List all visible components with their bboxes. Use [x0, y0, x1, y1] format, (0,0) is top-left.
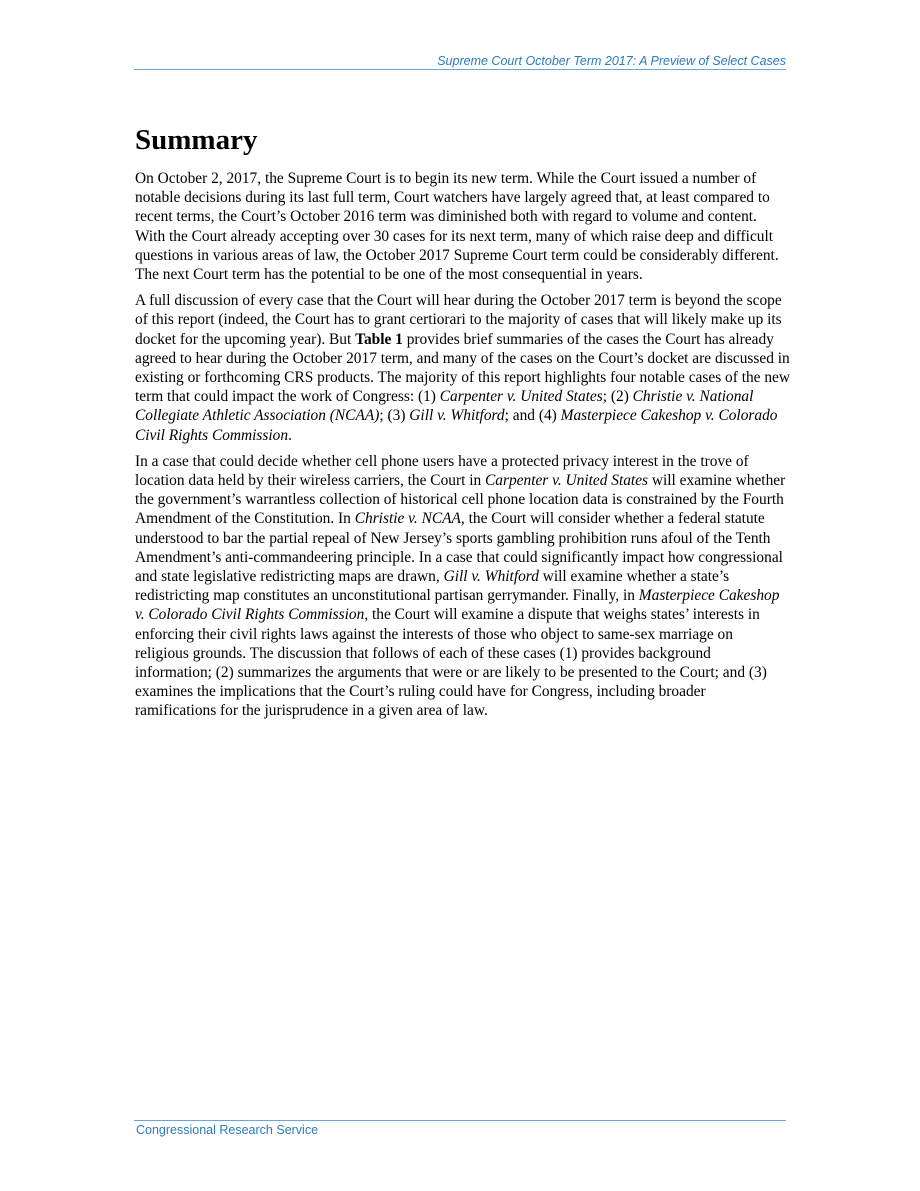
footer-divider	[134, 1120, 786, 1121]
text-run: ; (2)	[602, 388, 633, 406]
case-name: Carpenter v. United States	[485, 472, 649, 490]
case-name: Christie v. National Collegiate Athletic Association (NCAA)	[135, 388, 754, 425]
case-name: Christie v. NCAA,	[354, 510, 465, 528]
text-run: ; and (4)	[504, 407, 561, 425]
summary-paragraph-1	[135, 169, 790, 284]
case-name: Gill v. Whitford	[443, 568, 539, 586]
text-run: will examine whether the government’s warrantless collection of historical cell phone location data is constrained by the Fourth Amendment of the Constitution. In	[135, 472, 786, 528]
text-run: the Court will consider whether a federal statute understood to bar the partial repeal of New Jersey’s sports gambling prohibition runs afoul of the Tenth Amendment’s anti-commandeering principle. In a case that could significantly impact how congressional and state legislative redistricting maps are drawn,	[135, 510, 783, 586]
running-header-title: Supreme Court October Term 2017: A Preview of Select Cases	[437, 54, 786, 68]
summary-paragraph-3	[135, 452, 790, 721]
text-run: .	[288, 426, 292, 444]
case-name: Carpenter v. United States	[439, 388, 603, 406]
text-run: , the Court will examine a dispute that weighs states’ interests in enforcing their civil rights laws against the interests of those who object to same-sex marriage on religious grounds. The discussion that follows of each of these cases (1) provides background information; (2) summarizes the arguments that were or are likely to be presented to the Court; and (3) examines the implications that the Court’s ruling could have for Congress, including broader ramifications for the jurisprudence in a given area of law.	[135, 606, 767, 720]
summary-paragraph-2	[135, 291, 790, 445]
text-run: In a case that could decide whether cell phone users have a protected privacy interest in the trove of location data held by their wireless carriers, the Court in	[135, 452, 749, 490]
page-footer	[136, 1123, 318, 1137]
text-run: ; (3)	[379, 407, 410, 425]
footer-organization: Congressional Research Service	[136, 1123, 319, 1137]
summary-body	[135, 169, 790, 728]
case-name: Gill v. Whitford	[409, 407, 505, 425]
running-header	[134, 54, 786, 68]
case-name: Masterpiece Cakeshop v. Colorado Civil Rights Commission	[135, 407, 778, 444]
table-reference: Table 1	[355, 330, 403, 348]
header-divider	[134, 69, 786, 70]
text-run: provides brief summaries of the cases the Court has already agreed to hear during the October 2017 term, and many of the cases on the Court’s docket are discussed in existing or forthcoming CRS products. The majority of this report highlights four notable cases of the new term that could impact the work of Congress: (1)	[135, 330, 790, 406]
section-heading: Summary	[135, 124, 258, 156]
case-name: Masterpiece Cakeshop v. Colorado Civil Rights Commission	[135, 587, 780, 624]
text-run: On October 2, 2017, the Supreme Court is to begin its new term. While the Court issued a number of notable decisions during its last full term, Court watchers have largely agreed that, at least compared to recent terms, the Court’s October 2016 term was diminished both with regard to volume and content. With the Court already accepting over 30 cases for its next term, many of which raise deep and difficult questions in various areas of law, the October 2017 Supreme Court term could be considerably different. The next Court term has the potential to be one of the most consequential in years.	[135, 170, 779, 284]
text-run: A full discussion of every case that the Court will hear during the October 2017 term is beyond the scope of this report (indeed, the Court has to grant certiorari to the majority of cases that will likely make up its docket for the upcoming year). But	[135, 292, 782, 348]
text-run: will examine whether a state’s redistricting map constitutes an unconstitutional partisan gerrymander. Finally, in	[135, 568, 730, 605]
